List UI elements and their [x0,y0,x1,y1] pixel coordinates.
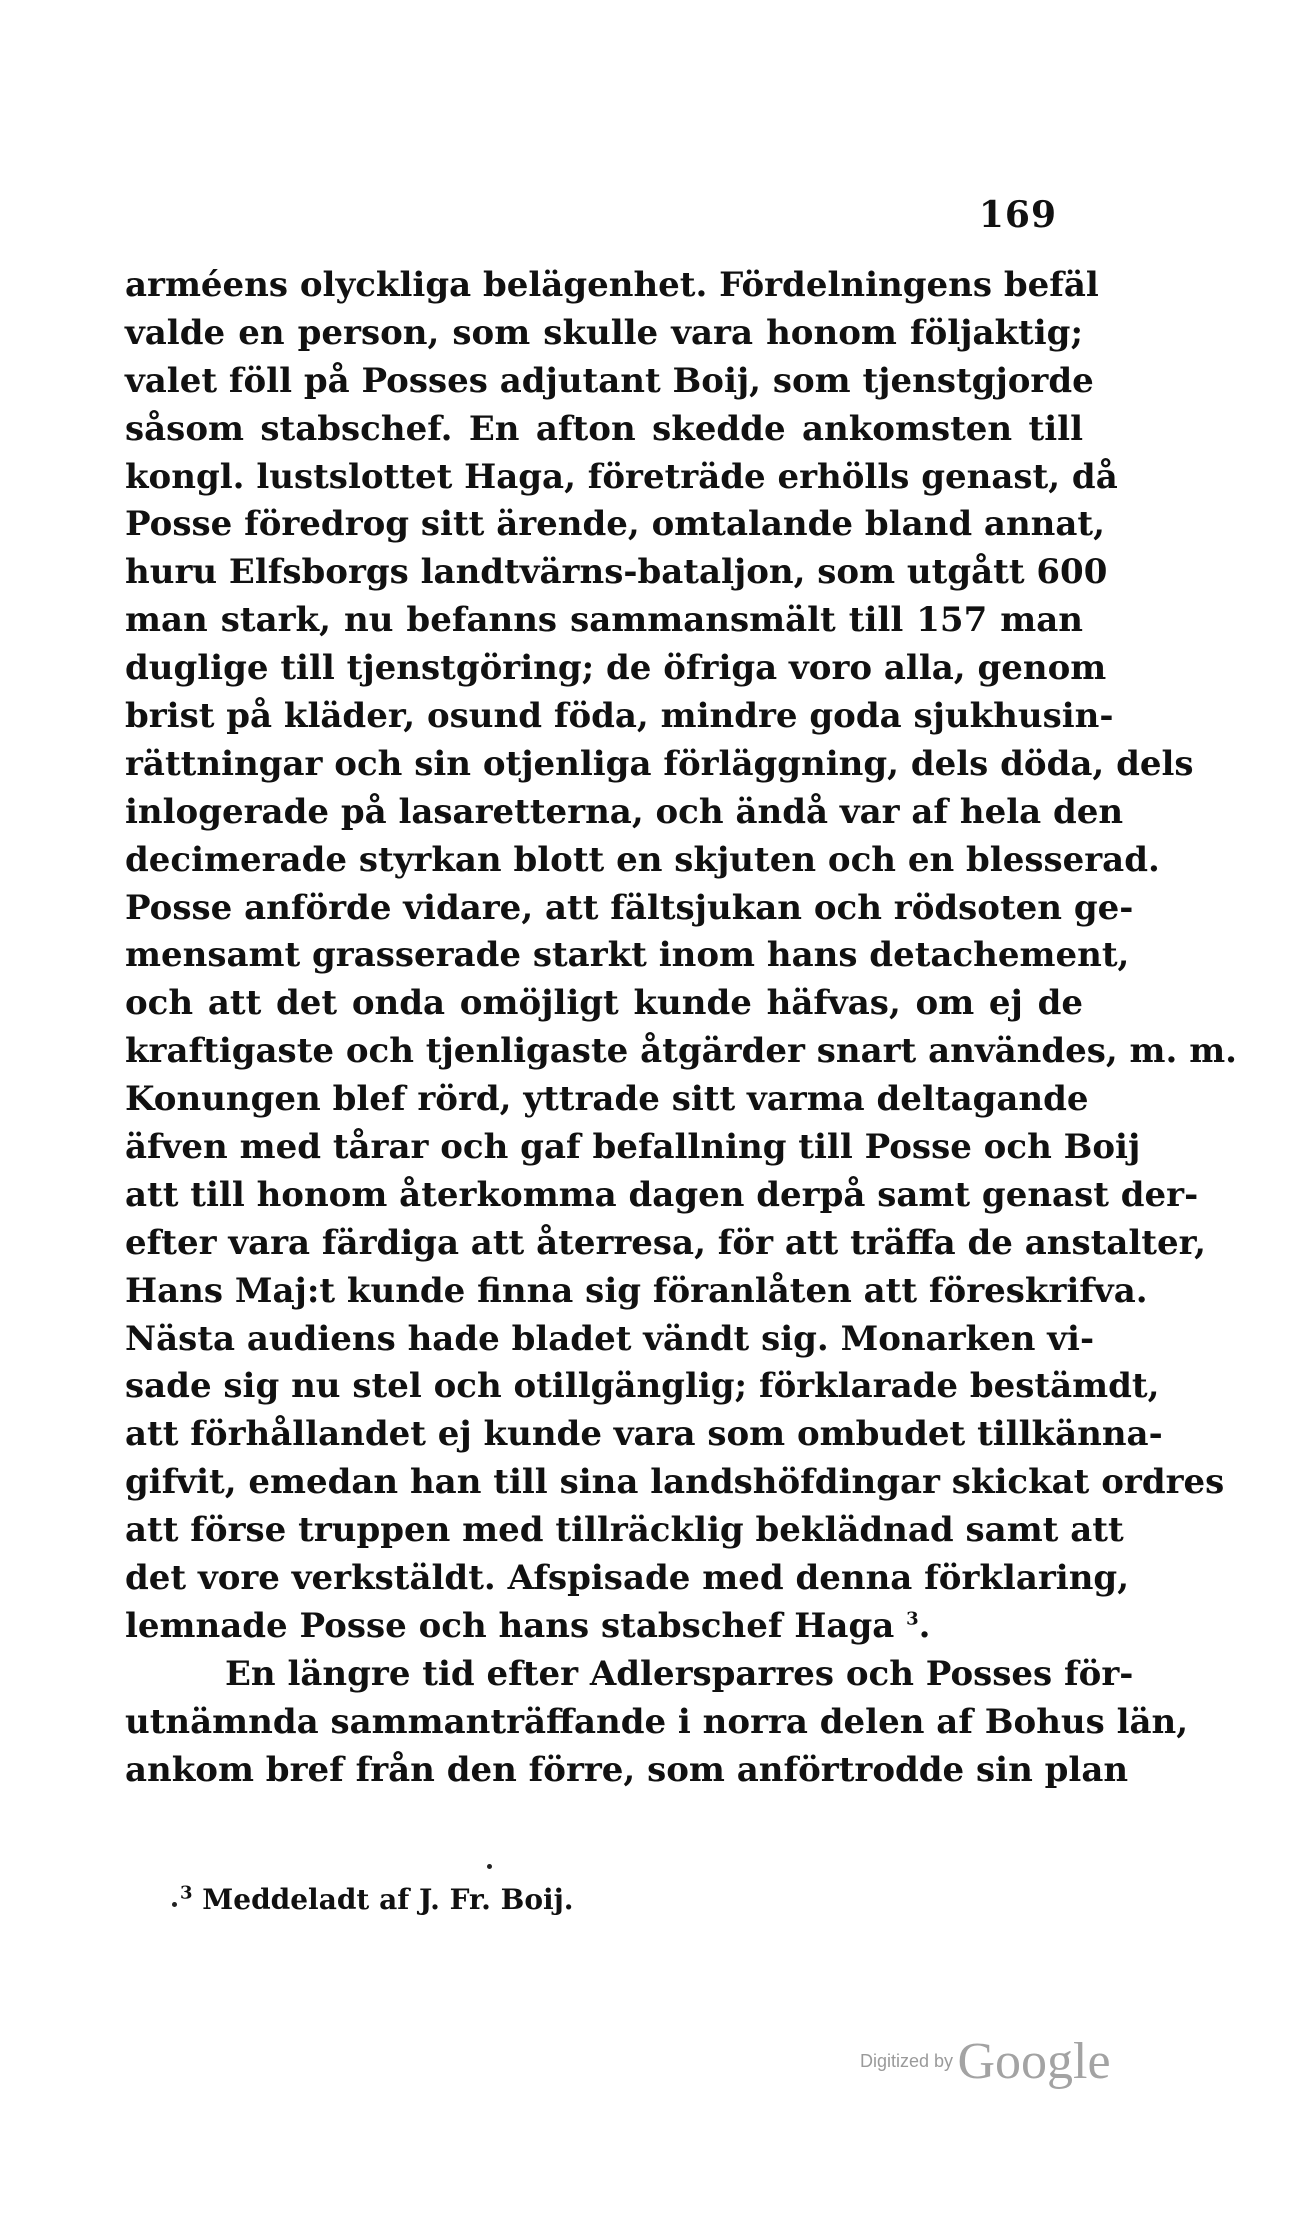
page-number: 169 [978,194,1057,236]
body-text [125,262,1238,1795]
text-line: Posse föredrog sitt ärende, omtalande bland annat, [125,504,1105,545]
text-line-content: lemnade Posse och hans stabschef Haga [125,1605,895,1646]
text-line: brist på kläder, osund föda, mindre goda sjukhusin- [125,696,1114,737]
text-line: efter vara färdiga att återresa, för att träffa de anstalter, [125,1222,1206,1263]
text-line: äfven med tårar och gaf befallning till Posse och Boij [125,1127,1141,1168]
ink-speck [487,1864,492,1869]
digitized-by-google-watermark [860,2032,1111,2091]
watermark-prefix: Digitized by [860,2051,954,2071]
footnote-marker: 3 [180,1882,193,1904]
text-line: Posse anförde vidare, att fältsjukan och rödsoten ge- [125,887,1134,928]
ink-speck [172,1902,177,1907]
google-logo: Google [957,2033,1111,2090]
text-line: utnämnda sammanträffande i norra delen af Bohus län, [125,1701,1189,1742]
footnote-reference: 3 [906,1608,919,1630]
text-line: att förse truppen med tillräcklig beklädnad samt att [125,1510,1124,1551]
text-line: arméens olyckliga belägenhet. Fördelningens befäl [125,265,1099,305]
text-line: huru Elfsborgs landtvärns-bataljon, som utgått 600 [125,552,1108,593]
text-line: att till honom återkomma dagen derpå samt genast der- [125,1174,1199,1215]
text-line: Nästa audiens hade bladet vändt sig. Monarken vi- [125,1318,1095,1359]
text-line: kraftigaste och tjenligaste åtgärder snart användes, m. m. [125,1031,1238,1072]
text-line: sade sig nu stel och otillgänglig; förklarade bestämdt, [125,1366,1160,1407]
text-line: mensamt grasserade starkt inom hans detachement, [125,935,1130,976]
text-line: att förhållandet ej kunde vara som ombudet tillkänna- [125,1414,1163,1455]
text-line: man stark, nu befanns sammansmält till 157 man [125,600,1083,641]
text-line: duglige till tjenstgöring; de öfriga voro alla, genom [125,648,1107,689]
text-line: det vore verkstäldt. Afspisade med denna förklaring, [125,1558,1130,1599]
text-line: gifvit, emedan han till sina landshöfdingar skickat ordres [125,1462,1225,1503]
text-line: såsom stabschef. En afton skedde ankomsten till [125,408,1083,449]
text-line: valet föll på Posses adjutant Boij, som tjenstgjorde [125,360,1094,401]
text-line: decimerade styrkan blott en skjuten och en blesserad. [125,839,1160,880]
text-line: inlogerade på lasaretterna, och ändå var af hela den [125,791,1124,832]
text-line: rättningar och sin otjenliga förläggning, dels döda, dels [125,743,1194,784]
sentence-end: . [918,1605,931,1646]
text-line: Hans Maj:t kunde finna sig föranlåten att föreskrifva. [125,1270,1148,1311]
text-line-with-footnote-ref [125,1603,1083,1651]
footnote-text: Meddeladt af J. Fr. Boij. [202,1883,574,1916]
text-line: kongl. lustslottet Haga, företräde erhölls genast, då [125,456,1118,497]
text-line: valde en person, som skulle vara honom följaktig; [125,312,1083,353]
text-line: ankom bref från den förre, som anförtrodde sin plan [125,1749,1129,1790]
footnote [180,1880,574,1920]
text-line: En längre tid efter Adlersparres och Posses för- [225,1653,1134,1694]
text-line: Konungen blef rörd, yttrade sitt varma deltagande [125,1079,1089,1120]
text-line: och att det onda omöjligt kunde häfvas, om ej de [125,983,1083,1024]
